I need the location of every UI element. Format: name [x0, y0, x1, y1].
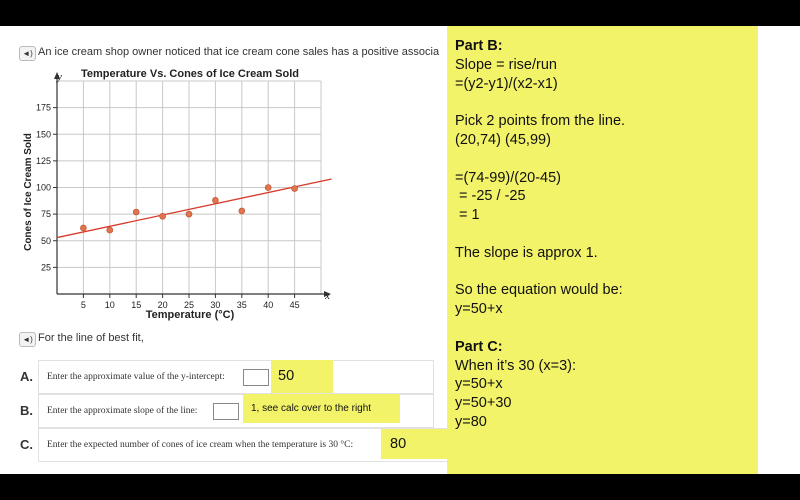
x-tick-label: 10: [104, 300, 115, 310]
row-letter: C.: [20, 437, 33, 452]
note-line: When it’s 30 (x=3):: [455, 357, 577, 374]
typed-answer-a: 50: [271, 360, 333, 393]
x-tick-label: 30: [210, 300, 221, 310]
y-tick-label: 25: [40, 262, 51, 273]
answer-prompt: Enter the approximate value of the y-intercept:: [47, 372, 225, 382]
note-line: y=50+x: [455, 301, 503, 318]
note-line: (20,74) (45,99): [455, 131, 551, 148]
answer-prompt: Enter the expected number of cones of ice cream when the temperature is 30 °C:: [47, 440, 354, 450]
chart-tick-labels: [36, 103, 300, 310]
note-line: = -25 / -25: [455, 188, 526, 205]
y-tick-label: 125: [35, 155, 51, 166]
note-line: y=50+x: [455, 376, 503, 393]
y-tick-label: 100: [35, 182, 51, 193]
answer-prompt: Enter the approximate slope of the line:: [47, 406, 198, 416]
y-axis-label: Cones of Ice Cream Sold: [23, 133, 34, 251]
note-line: [455, 225, 750, 244]
data-point: [186, 211, 192, 217]
note-line: Part C:: [455, 338, 503, 355]
data-point: [212, 197, 218, 203]
speaker-icon[interactable]: ◄): [19, 332, 36, 347]
note-line: Pick 2 points from the line.: [455, 113, 626, 130]
typed-answer-b: 1, see calc over to the right: [243, 394, 400, 423]
y-axis-letter: y: [57, 71, 62, 83]
question-intro: An ice cream shop owner noticed that ice cream cone sales has a positive associa: [38, 46, 440, 58]
note-line: = 1: [455, 207, 480, 224]
note-line: =(74-99)/(20-45): [455, 169, 561, 186]
slope-input[interactable]: [213, 403, 239, 420]
data-point: [107, 227, 113, 233]
x-tick-label: 15: [131, 300, 142, 310]
note-line: [455, 263, 750, 282]
x-tick-label: 45: [289, 300, 300, 310]
note-line: y=80: [455, 413, 487, 430]
typed-answer-c: 80: [381, 429, 447, 459]
note-line: The slope is approx 1.: [455, 244, 598, 261]
chart-grid: [57, 81, 321, 294]
x-tick-label: 40: [263, 300, 274, 310]
row-letter: A.: [20, 369, 33, 384]
x-tick-label: 20: [157, 300, 168, 310]
calculation-notes: [447, 26, 758, 474]
y-tick-label: 150: [35, 129, 51, 140]
data-point: [292, 186, 298, 192]
answer-box: [38, 360, 434, 394]
scatter-chart: [0, 26, 447, 326]
row-letter: B.: [20, 403, 33, 418]
note-line: y=50+30: [455, 395, 512, 412]
answer-row-a: [12, 360, 432, 394]
chart-axes: [53, 72, 331, 298]
question-instruction: For the line of best fit,: [38, 332, 144, 344]
note-line: [455, 319, 750, 338]
note-line: Slope = rise/run: [455, 56, 557, 73]
x-axis-label: Temperature (°C): [145, 309, 235, 321]
note-line: So the equation would be:: [455, 282, 623, 299]
note-line: [455, 93, 750, 112]
y-tick-label: 50: [40, 235, 51, 246]
y-intercept-input[interactable]: [243, 369, 269, 386]
data-point: [133, 209, 139, 215]
note-line: Part B:: [455, 38, 503, 54]
speaker-icon[interactable]: ◄): [19, 46, 36, 61]
note-line: [455, 150, 750, 169]
data-point: [80, 225, 86, 231]
note-line: =(y2-y1)/(x2-x1): [455, 75, 558, 92]
x-axis-letter: x: [325, 290, 330, 302]
x-tick-label: 5: [80, 300, 86, 310]
data-point: [265, 185, 271, 191]
y-tick-label: 75: [40, 209, 51, 220]
x-tick-label: 35: [236, 300, 247, 310]
data-point: [160, 213, 166, 219]
chart-title: Temperature Vs. Cones of Ice Cream Sold: [80, 68, 300, 80]
x-tick-label: 25: [183, 300, 195, 310]
worksheet-page: [0, 26, 800, 474]
y-tick-label: 175: [35, 102, 51, 113]
data-point: [239, 208, 245, 214]
